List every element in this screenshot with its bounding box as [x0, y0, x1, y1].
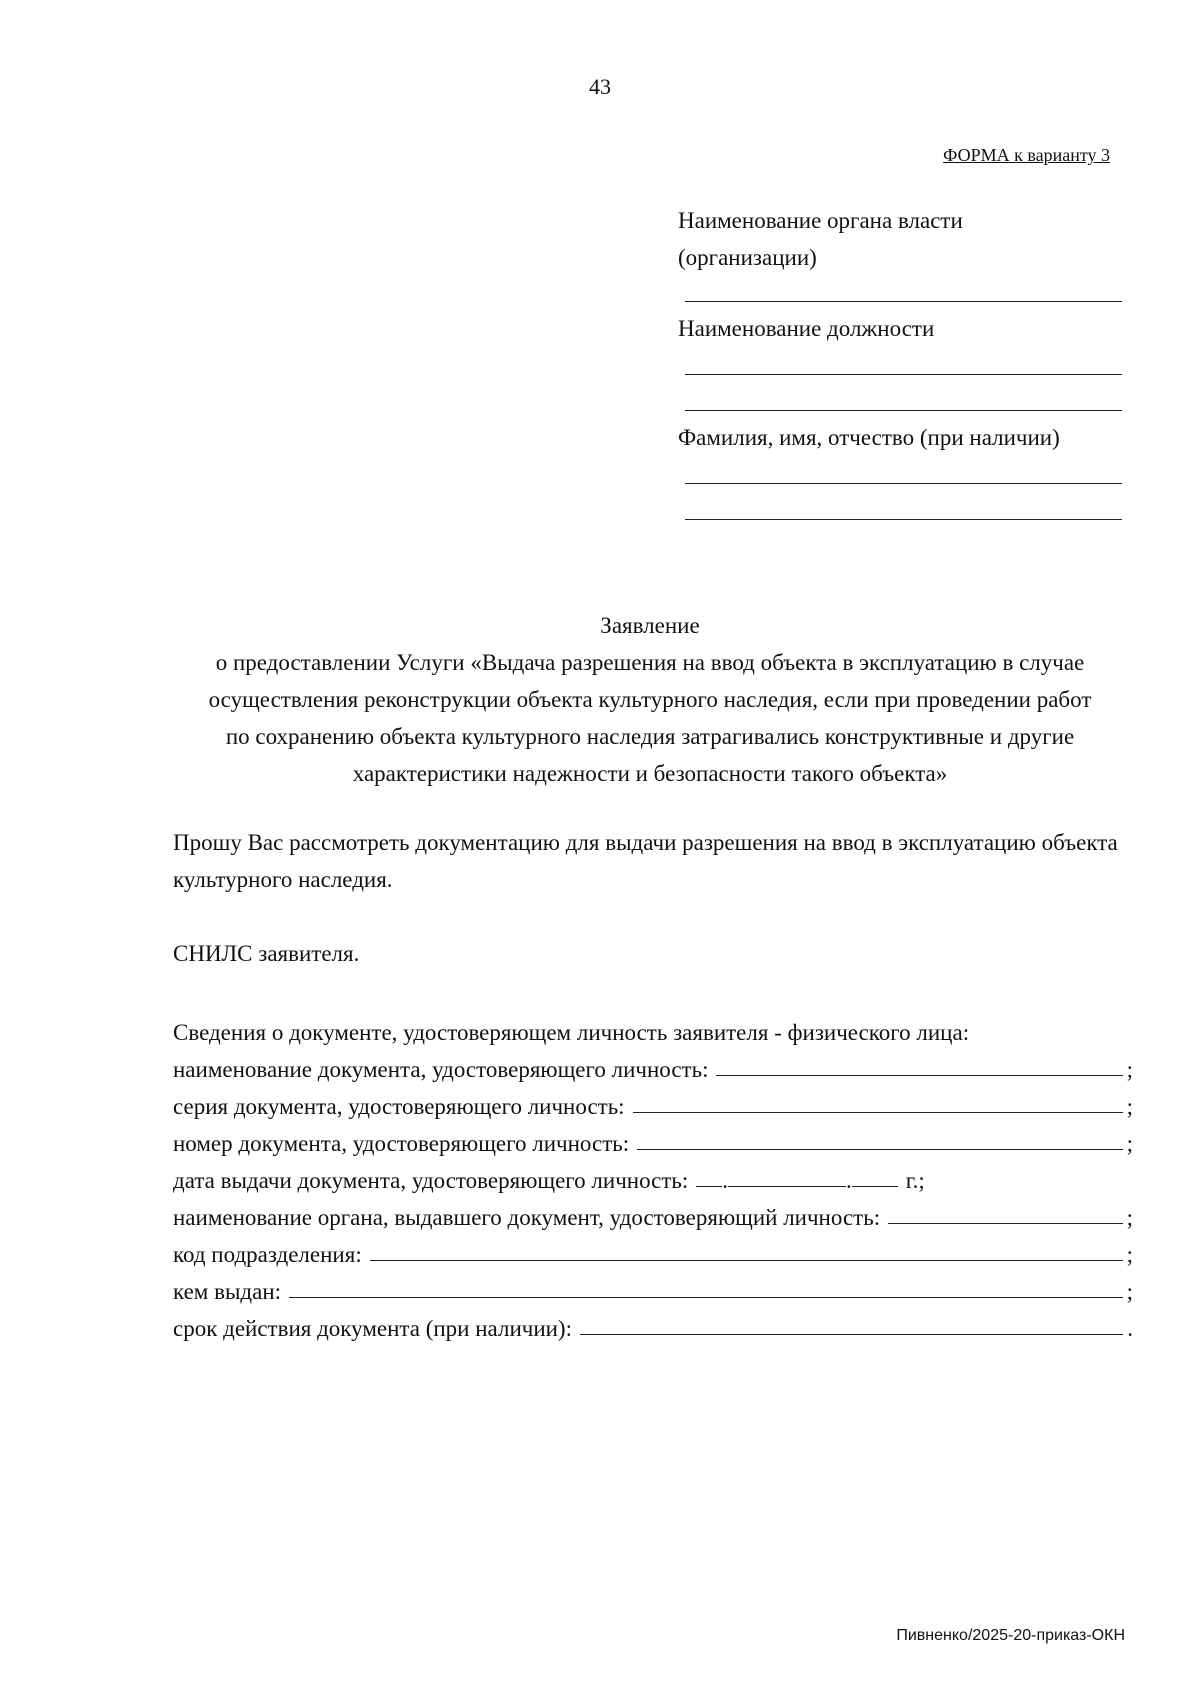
date-separator: .	[846, 1168, 852, 1193]
number-label: номер документа, удостоверяющего личность:	[173, 1131, 630, 1156]
validity-label: срок действия документа (при наличии):	[173, 1316, 572, 1341]
full-name-blank-line-1[interactable]	[685, 483, 1122, 484]
authority-blank-line[interactable]	[685, 301, 1122, 302]
number-field[interactable]	[637, 1149, 1122, 1150]
issue-date-month-field[interactable]	[728, 1186, 846, 1187]
doc-name-field[interactable]	[716, 1075, 1122, 1076]
row-terminator: ;	[1126, 1094, 1133, 1119]
request-paragraph: Прошу Вас рассмотреть документацию для выдачи разрешения на ввод в эксплуатацию объекта культурного наследия.	[173, 830, 1118, 892]
document-footer-code: Пивненко/2025-20-приказ-ОКН	[896, 1627, 1125, 1644]
issuer-field[interactable]	[888, 1223, 1123, 1224]
application-heading: Заявление	[600, 613, 700, 638]
division-code-row	[173, 1231, 1133, 1268]
division-code-label: код подразделения:	[173, 1242, 362, 1267]
division-code-field[interactable]	[370, 1260, 1123, 1261]
id-document-section	[173, 1009, 1133, 1342]
number-row	[173, 1120, 1133, 1157]
snils-paragraph: СНИЛС заявителя.	[173, 941, 360, 966]
issue-date-suffix: г.;	[905, 1168, 925, 1193]
authority-label-line1: Наименование органа власти	[678, 208, 963, 233]
page-number: 43	[589, 74, 611, 99]
series-label: серия документа, удостоверяющего личность:	[173, 1094, 625, 1119]
series-row	[173, 1083, 1133, 1120]
issued-by-field[interactable]	[289, 1297, 1123, 1298]
id-document-heading-row	[173, 1009, 1133, 1046]
application-title	[170, 607, 1130, 792]
authority-label	[678, 202, 1122, 276]
application-subject-line: осуществления реконструкции объекта культурного наследия, если при проведении работ	[208, 687, 1092, 712]
row-terminator: ;	[1126, 1279, 1133, 1304]
validity-row	[173, 1305, 1133, 1342]
issuer-label: наименование органа, выдавшего документ, удостоверяющий личность:	[173, 1205, 881, 1230]
application-subject-line: о предоставлении Услуги «Выдача разрешения на ввод объекта в эксплуатацию в случае	[215, 650, 1085, 675]
authority-label-line2: (организации)	[678, 245, 817, 270]
row-terminator: ;	[1126, 1205, 1133, 1230]
doc-name-label: наименование документа, удостоверяющего личность:	[173, 1057, 709, 1082]
row-terminator: ;	[1126, 1242, 1133, 1267]
row-terminator: ;	[1126, 1057, 1133, 1082]
full-name-label: Фамилия, имя, отчество (при наличии)	[678, 425, 1060, 450]
issued-by-row	[173, 1268, 1133, 1305]
doc-name-row	[173, 1046, 1133, 1083]
issue-date-year-field[interactable]	[852, 1186, 898, 1187]
application-subject-line: по сохранению объекта культурного наследия затрагивались конструктивные и другие	[225, 724, 1075, 749]
form-label: ФОРМА к варианту 3	[943, 145, 1110, 165]
date-separator: .	[722, 1168, 729, 1193]
row-terminator: ;	[1126, 1131, 1133, 1156]
position-blank-line-1[interactable]	[685, 374, 1122, 375]
series-field[interactable]	[633, 1112, 1123, 1113]
validity-field[interactable]	[580, 1334, 1123, 1335]
position-blank-line-2[interactable]	[685, 410, 1122, 411]
position-label: Наименование должности	[678, 316, 935, 341]
row-terminator: .	[1127, 1316, 1133, 1341]
id-document-heading: Сведения о документе, удостоверяющем личность заявителя - физического лица:	[173, 1020, 970, 1045]
issue-date-label: дата выдачи документа, удостоверяющего личность:	[173, 1168, 689, 1193]
issuer-row	[173, 1194, 1133, 1231]
issue-date-day-field[interactable]	[696, 1186, 722, 1187]
full-name-blank-line-2[interactable]	[685, 519, 1122, 520]
issue-date-row	[173, 1157, 1133, 1194]
application-subject-line: характеристики надежности и безопасности такого объекта»	[352, 761, 948, 786]
issued-by-label: кем выдан:	[173, 1279, 282, 1304]
